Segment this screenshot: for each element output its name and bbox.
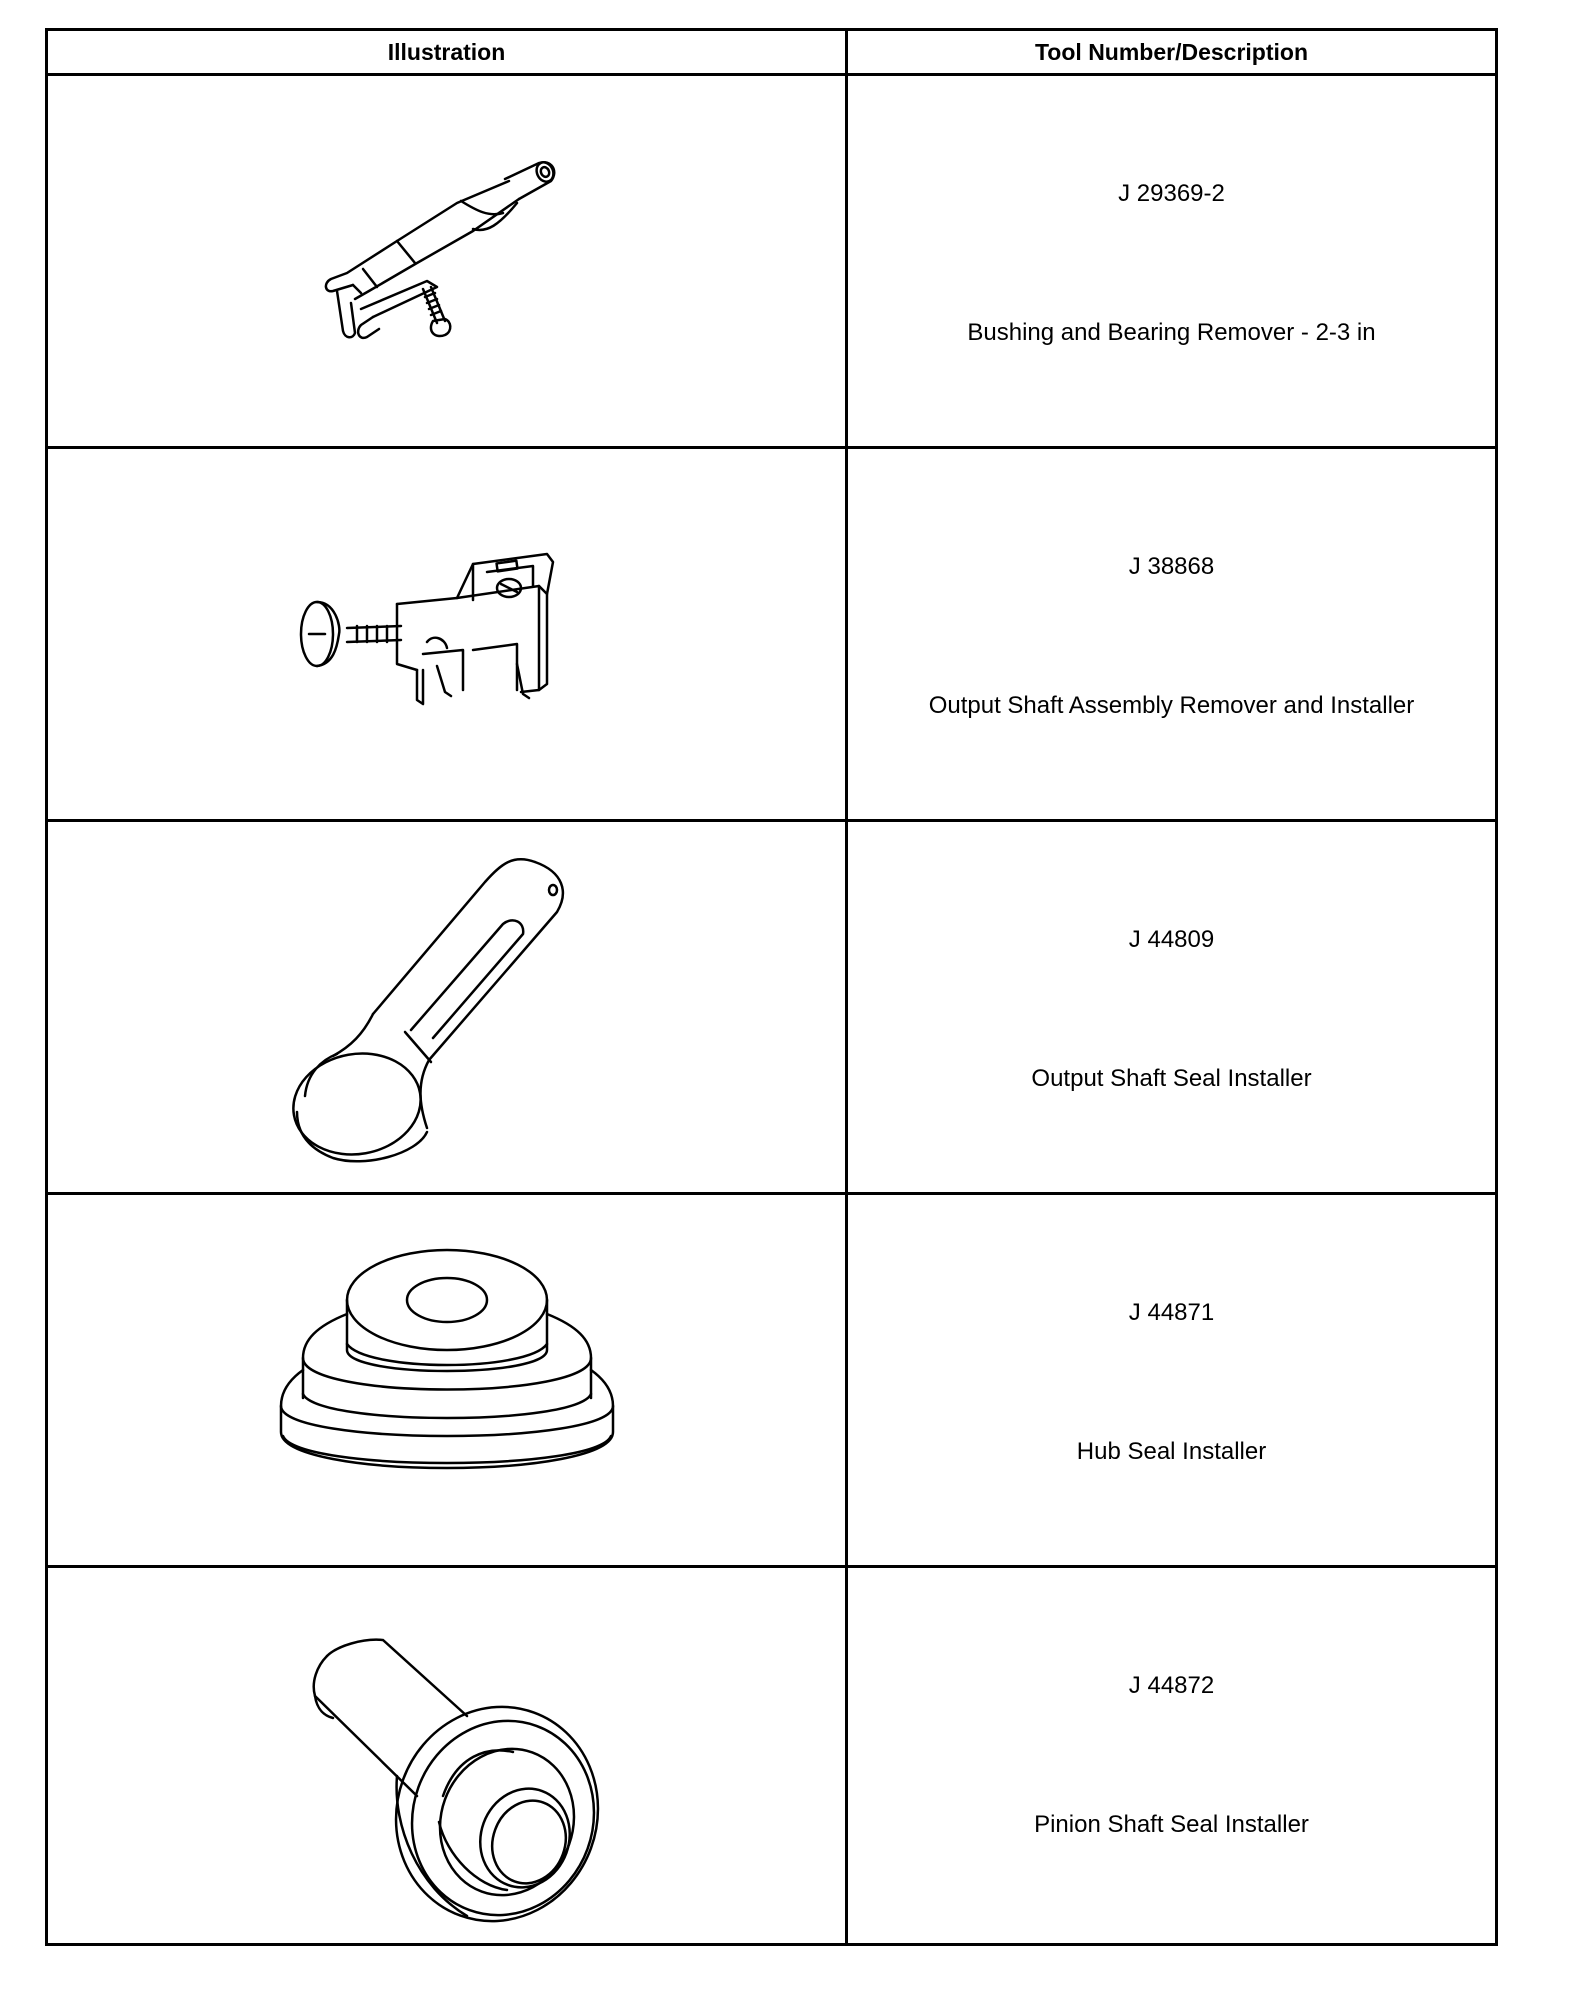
table-row: [48, 822, 1495, 1195]
tool-description: Output Shaft Seal Installer: [1031, 1065, 1312, 1092]
description-cell: [848, 76, 1495, 446]
table-row: [48, 1195, 1495, 1568]
tool-number: J 38868: [1128, 553, 1215, 580]
tool-number: J 44809: [1128, 926, 1215, 953]
output-shaft-seal-installer-icon: [277, 842, 617, 1172]
tool-number: J 44872: [1128, 1672, 1215, 1699]
illustration-cell: [48, 822, 848, 1192]
description-cell: [848, 1195, 1495, 1565]
tool-description: Output Shaft Assembly Remover and Installer: [928, 692, 1415, 719]
description-cell: [848, 822, 1495, 1192]
illustration-cell: [48, 1568, 848, 1943]
tool-description: Pinion Shaft Seal Installer: [1034, 1811, 1309, 1838]
table-row: [48, 1568, 1495, 1943]
table-row: [48, 449, 1495, 822]
tool-number: J 44871: [1128, 1299, 1215, 1326]
illustration-cell: [48, 76, 848, 446]
bushing-bearing-remover-icon: [277, 141, 617, 381]
description-column-header: Tool Number/Description: [1034, 38, 1309, 65]
description-cell: [848, 1568, 1495, 1943]
tool-number: J 29369-2: [1118, 180, 1225, 207]
illustration-column-header: Illustration: [48, 31, 848, 73]
illustration-cell: [48, 1195, 848, 1565]
description-cell: [848, 449, 1495, 819]
tool-description: Bushing and Bearing Remover - 2-3 in: [967, 319, 1376, 346]
table-header-row: [48, 31, 1495, 76]
table-row: [48, 76, 1495, 449]
special-tools-table: [45, 28, 1498, 1946]
tool-description: Hub Seal Installer: [1076, 1438, 1267, 1465]
hub-seal-installer-icon: [277, 1240, 617, 1520]
output-shaft-remover-installer-icon: [277, 514, 617, 754]
pinion-shaft-seal-installer-icon: [277, 1586, 617, 1926]
illustration-cell: [48, 449, 848, 819]
